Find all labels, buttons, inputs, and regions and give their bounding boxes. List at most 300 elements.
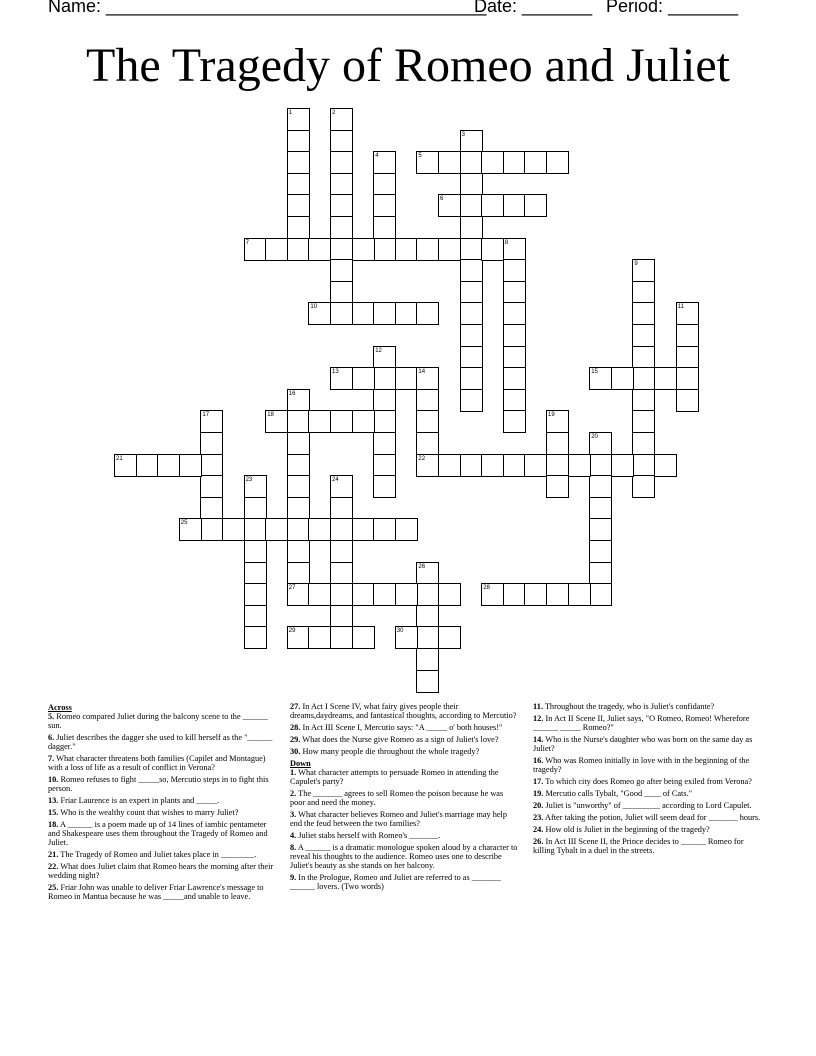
clue-text: How many people die throughout the whole tragedy? bbox=[300, 747, 480, 756]
grid-cell[interactable] bbox=[395, 626, 418, 649]
clue-item bbox=[48, 808, 276, 817]
grid-cell[interactable] bbox=[654, 454, 677, 477]
grid-cell[interactable] bbox=[460, 238, 483, 261]
clue-item bbox=[290, 810, 518, 828]
grid-cell[interactable] bbox=[373, 583, 396, 606]
grid-cell[interactable] bbox=[395, 238, 418, 261]
clue-item bbox=[533, 825, 761, 834]
grid-cell[interactable] bbox=[330, 605, 353, 628]
grid-cell[interactable] bbox=[632, 432, 655, 455]
clue-text: The Tragedy of Romeo and Juliet takes place in ________. bbox=[58, 850, 257, 859]
clue-text: What does Juliet claim that Romeo hears the morning after their wedding night? bbox=[48, 862, 274, 880]
grid-cell[interactable] bbox=[265, 238, 288, 261]
cell-number: 27 bbox=[288, 585, 296, 592]
grid-cell[interactable] bbox=[330, 238, 353, 261]
clue-item bbox=[48, 733, 276, 751]
cell-number: 4 bbox=[375, 153, 379, 160]
cell-number: 6 bbox=[440, 196, 444, 203]
grid-cell[interactable] bbox=[632, 389, 655, 412]
grid-cell[interactable] bbox=[308, 410, 331, 433]
clue-text: Mercutio calls Tybalt, "Good ____ of Cats." bbox=[543, 789, 693, 798]
grid-cell[interactable] bbox=[136, 454, 159, 477]
grid-cell[interactable] bbox=[546, 583, 569, 606]
clue-number: 21. bbox=[48, 850, 59, 859]
grid-cell[interactable] bbox=[352, 410, 375, 433]
grid-cell[interactable] bbox=[632, 324, 655, 347]
grid-cell[interactable] bbox=[244, 238, 267, 261]
grid-cell[interactable] bbox=[524, 194, 547, 217]
grid-cell[interactable] bbox=[287, 518, 310, 541]
grid-cell[interactable] bbox=[330, 562, 353, 585]
grid-cell[interactable] bbox=[287, 173, 310, 196]
grid-cell[interactable] bbox=[546, 151, 569, 174]
clue-item bbox=[48, 796, 276, 805]
clue-text: What character threatens both families (Capilet and Montague) with a loss of life as a result of conflict in Verona? bbox=[48, 754, 266, 772]
grid-cell[interactable] bbox=[438, 238, 461, 261]
grid-cell[interactable] bbox=[352, 626, 375, 649]
grid-cell[interactable] bbox=[244, 497, 267, 520]
grid-cell[interactable] bbox=[632, 454, 655, 477]
grid-cell[interactable] bbox=[676, 346, 699, 369]
grid-cell[interactable] bbox=[373, 454, 396, 477]
grid-cell[interactable] bbox=[330, 367, 353, 390]
grid-cell[interactable] bbox=[330, 130, 353, 153]
grid-cell[interactable] bbox=[244, 540, 267, 563]
grid-cell[interactable] bbox=[330, 410, 353, 433]
grid-cell[interactable] bbox=[330, 302, 353, 325]
cell-number: 1 bbox=[288, 110, 293, 116]
clue-item bbox=[290, 702, 518, 720]
clues-column-2 bbox=[290, 702, 518, 894]
clue-text: Friar John was unable to deliver Friar Lawrence's message to Romeo in Mantua because he was _____and unable to leave. bbox=[48, 883, 264, 901]
grid-cell[interactable] bbox=[416, 302, 439, 325]
grid-cell[interactable] bbox=[373, 173, 396, 196]
grid-cell[interactable] bbox=[287, 130, 310, 153]
grid-cell[interactable] bbox=[330, 626, 353, 649]
clue-text: In Act III Scene II, the Prince decides to ______ Romeo for killing Tybalt in a duel in the streets. bbox=[533, 837, 744, 855]
clue-number: 4. bbox=[290, 831, 297, 840]
cell-number: 28 bbox=[483, 585, 490, 592]
grid-cell[interactable] bbox=[416, 454, 439, 477]
grid-cell[interactable] bbox=[460, 367, 483, 390]
grid-cell[interactable] bbox=[589, 367, 612, 390]
grid-cell[interactable] bbox=[308, 238, 331, 261]
grid-cell[interactable] bbox=[244, 626, 267, 649]
grid-cell[interactable] bbox=[481, 151, 504, 174]
clue-item bbox=[290, 831, 518, 840]
clue-number: 28. bbox=[290, 723, 301, 732]
grid-cell[interactable] bbox=[287, 238, 310, 261]
cell-number: 29 bbox=[288, 628, 296, 635]
grid-cell[interactable] bbox=[416, 410, 439, 433]
grid-cell[interactable] bbox=[589, 562, 612, 585]
grid-cell[interactable] bbox=[416, 648, 439, 671]
grid-cell[interactable] bbox=[632, 410, 655, 433]
grid-cell[interactable] bbox=[287, 540, 310, 563]
clue-item bbox=[48, 862, 276, 880]
grid-cell[interactable] bbox=[416, 583, 439, 606]
grid-cell[interactable] bbox=[460, 259, 483, 282]
across-heading: Across bbox=[48, 703, 72, 712]
grid-cell[interactable] bbox=[503, 281, 526, 304]
clue-number: 27. bbox=[290, 702, 301, 711]
clue-number: 24. bbox=[533, 825, 544, 834]
grid-cell[interactable] bbox=[287, 475, 310, 498]
grid-cell[interactable] bbox=[179, 518, 202, 541]
cell-number: 21 bbox=[116, 455, 123, 462]
clue-text: A ______ is a poem made up of 14 lines of iambic pentameter and Shakespeare uses them throughout the Tragedy of Romeo and Juliet. bbox=[48, 820, 268, 847]
grid-cell[interactable] bbox=[438, 151, 461, 174]
down-heading: Down bbox=[290, 759, 311, 768]
cell-number: 11 bbox=[677, 304, 684, 311]
grid-cell[interactable] bbox=[373, 518, 396, 541]
grid-cell[interactable] bbox=[676, 324, 699, 347]
grid-cell[interactable] bbox=[460, 324, 483, 347]
grid-cell[interactable] bbox=[568, 583, 591, 606]
grid-cell[interactable] bbox=[503, 389, 526, 412]
grid-cell[interactable] bbox=[200, 518, 223, 541]
clue-number: 8. bbox=[290, 843, 297, 852]
grid-cell[interactable] bbox=[589, 497, 612, 520]
grid-cell[interactable] bbox=[244, 562, 267, 585]
grid-cell[interactable] bbox=[179, 454, 202, 477]
grid-cell[interactable] bbox=[200, 410, 223, 433]
grid-cell[interactable] bbox=[373, 238, 396, 261]
grid-cell[interactable] bbox=[546, 432, 569, 455]
grid-cell[interactable] bbox=[524, 151, 547, 174]
grid-cell[interactable] bbox=[416, 605, 439, 628]
cell-number: 19 bbox=[548, 412, 555, 419]
clue-item bbox=[48, 712, 276, 730]
grid-cell[interactable] bbox=[222, 518, 245, 541]
grid-cell[interactable] bbox=[244, 583, 267, 606]
clue-number: 26. bbox=[533, 837, 544, 846]
clue-number: 19. bbox=[533, 789, 544, 798]
clue-item bbox=[48, 883, 276, 901]
cell-number: 22 bbox=[418, 455, 426, 462]
grid-cell[interactable] bbox=[438, 454, 461, 477]
grid-cell[interactable] bbox=[373, 410, 396, 433]
cell-number: 5 bbox=[418, 153, 422, 160]
grid-cell[interactable] bbox=[330, 281, 353, 304]
grid-cell[interactable] bbox=[287, 194, 310, 217]
clue-text: A ______ is a dramatic monologue spoken aloud by a character to reveal his thoughts to the audience. Romeo uses one to describe Juliet's beauty as she stands on her balcony. bbox=[290, 843, 518, 870]
clue-item bbox=[533, 837, 761, 855]
clue-number: 11. bbox=[533, 702, 543, 711]
grid-cell[interactable] bbox=[589, 432, 612, 455]
clue-text: Who is the wealthy count that wishes to marry Juliet? bbox=[58, 808, 239, 817]
grid-cell[interactable] bbox=[330, 518, 353, 541]
clue-text: Throughout the tragedy, who is Juliet's confidante? bbox=[542, 702, 715, 711]
page-title: The Tragedy of Romeo and Juliet bbox=[86, 39, 730, 92]
cell-number: 14 bbox=[418, 369, 426, 376]
clue-text: To which city does Romeo go after being exiled from Verona? bbox=[543, 777, 752, 786]
clue-number: 2. bbox=[290, 789, 297, 798]
grid-cell[interactable] bbox=[308, 302, 331, 325]
grid-cell[interactable] bbox=[114, 454, 137, 477]
grid-cell[interactable] bbox=[308, 626, 331, 649]
grid-cell[interactable] bbox=[416, 670, 439, 693]
grid-cell[interactable] bbox=[460, 389, 483, 412]
grid-cell[interactable] bbox=[503, 367, 526, 390]
grid-cell[interactable] bbox=[460, 130, 483, 153]
clue-number: 23. bbox=[533, 813, 544, 822]
grid-cell[interactable] bbox=[676, 389, 699, 412]
grid-cell[interactable] bbox=[287, 626, 310, 649]
grid-cell[interactable] bbox=[460, 346, 483, 369]
grid-cell[interactable] bbox=[395, 518, 418, 541]
clue-number: 25. bbox=[48, 883, 59, 892]
cell-number: 16 bbox=[288, 390, 296, 397]
grid-cell[interactable] bbox=[503, 324, 526, 347]
grid-cell[interactable] bbox=[568, 454, 591, 477]
grid-cell[interactable] bbox=[373, 367, 396, 390]
date-field: Date: _______ bbox=[474, 0, 593, 16]
clue-item bbox=[290, 747, 518, 756]
clue-item bbox=[290, 768, 518, 786]
clue-number: 5. bbox=[48, 712, 55, 721]
grid-cell[interactable] bbox=[287, 216, 310, 239]
grid-cell[interactable] bbox=[503, 346, 526, 369]
clues-column-1 bbox=[48, 702, 276, 904]
clue-number: 1. bbox=[290, 768, 297, 777]
grid-cell[interactable] bbox=[416, 238, 439, 261]
grid-cell[interactable] bbox=[330, 173, 353, 196]
grid-cell[interactable] bbox=[373, 475, 396, 498]
grid-cell[interactable] bbox=[524, 583, 547, 606]
clue-text: Friar Laurence is an expert in plants and _____. bbox=[58, 796, 220, 805]
grid-cell[interactable] bbox=[287, 583, 310, 606]
grid-cell[interactable] bbox=[460, 281, 483, 304]
grid-cell[interactable] bbox=[481, 194, 504, 217]
grid-cell[interactable] bbox=[287, 151, 310, 174]
grid-cell[interactable] bbox=[503, 302, 526, 325]
grid-cell[interactable] bbox=[632, 281, 655, 304]
grid-cell[interactable] bbox=[503, 151, 526, 174]
grid-cell[interactable] bbox=[373, 216, 396, 239]
clues-column-3 bbox=[533, 702, 761, 858]
grid-cell[interactable] bbox=[287, 562, 310, 585]
grid-cell[interactable] bbox=[438, 583, 461, 606]
grid-cell[interactable] bbox=[632, 346, 655, 369]
clue-item bbox=[533, 735, 761, 753]
grid-cell[interactable] bbox=[460, 194, 483, 217]
clue-number: 15. bbox=[48, 808, 59, 817]
clue-number: 18. bbox=[48, 820, 59, 829]
grid-cell[interactable] bbox=[200, 454, 223, 477]
cell-number: 17 bbox=[202, 412, 210, 419]
grid-cell[interactable] bbox=[200, 432, 223, 455]
grid-cell[interactable] bbox=[589, 540, 612, 563]
grid-cell[interactable] bbox=[330, 475, 353, 498]
clue-number: 17. bbox=[533, 777, 544, 786]
grid-cell[interactable] bbox=[460, 302, 483, 325]
clue-number: 7. bbox=[48, 754, 55, 763]
grid-cell[interactable] bbox=[330, 540, 353, 563]
clue-item bbox=[48, 850, 276, 859]
clue-item bbox=[533, 702, 761, 711]
grid-cell[interactable] bbox=[330, 259, 353, 282]
grid-cell[interactable] bbox=[352, 367, 375, 390]
clue-text: What does the Nurse give Romeo as a sign of Juliet's love? bbox=[300, 735, 499, 744]
grid-cell[interactable] bbox=[460, 173, 483, 196]
grid-cell[interactable] bbox=[287, 454, 310, 477]
cell-number: 3 bbox=[461, 131, 465, 138]
grid-cell[interactable] bbox=[481, 238, 504, 261]
grid-cell[interactable] bbox=[352, 238, 375, 261]
grid-cell[interactable] bbox=[200, 497, 223, 520]
cell-number: 18 bbox=[267, 412, 274, 419]
grid-cell[interactable] bbox=[416, 151, 439, 174]
grid-cell[interactable] bbox=[460, 216, 483, 239]
grid-cell[interactable] bbox=[611, 367, 634, 390]
grid-cell[interactable] bbox=[632, 259, 655, 282]
grid-cell[interactable] bbox=[395, 302, 418, 325]
grid-cell[interactable] bbox=[352, 583, 375, 606]
clue-number: 29. bbox=[290, 735, 301, 744]
grid-cell[interactable] bbox=[330, 151, 353, 174]
clue-item bbox=[48, 820, 276, 847]
grid-cell[interactable] bbox=[373, 302, 396, 325]
clue-item bbox=[533, 801, 761, 810]
grid-cell[interactable] bbox=[632, 367, 655, 390]
grid-cell[interactable] bbox=[244, 605, 267, 628]
grid-cell[interactable] bbox=[373, 346, 396, 369]
clue-text: The _______ agrees to sell Romeo the poison because he was poor and need the money. bbox=[290, 789, 504, 807]
grid-cell[interactable] bbox=[395, 583, 418, 606]
grid-cell[interactable] bbox=[416, 432, 439, 455]
grid-cell[interactable] bbox=[546, 475, 569, 498]
grid-cell[interactable] bbox=[244, 475, 267, 498]
grid-cell[interactable] bbox=[546, 454, 569, 477]
grid-cell[interactable] bbox=[503, 238, 526, 261]
clue-text: Juliet is "unworthy" of _________ according to Lord Capulet. bbox=[543, 801, 752, 810]
grid-cell[interactable] bbox=[654, 367, 677, 390]
grid-cell[interactable] bbox=[373, 389, 396, 412]
grid-cell[interactable] bbox=[395, 367, 418, 390]
clue-item bbox=[533, 777, 761, 786]
cell-number: 25 bbox=[180, 520, 188, 527]
grid-cell[interactable] bbox=[460, 151, 483, 174]
clue-text: Who was Romeo initially in love with in the beginning of the tragedy? bbox=[533, 756, 750, 774]
period-field: Period: _______ bbox=[606, 0, 739, 16]
grid-cell[interactable] bbox=[373, 432, 396, 455]
clue-text: Romeo refuses to fight _____so, Mercutio steps in to fight this person. bbox=[48, 775, 269, 793]
clue-text: Juliet describes the dagger she used to kill herself as the "______ dagger." bbox=[48, 733, 273, 751]
grid-cell[interactable] bbox=[503, 410, 526, 433]
clue-number: 16. bbox=[533, 756, 544, 765]
cell-number: 15 bbox=[591, 369, 598, 376]
grid-cell[interactable] bbox=[676, 302, 699, 325]
clue-item bbox=[533, 789, 761, 798]
clue-text: Who is the Nurse's daughter who was born on the same day as Juliet? bbox=[533, 735, 753, 753]
clue-item bbox=[48, 754, 276, 772]
grid-cell[interactable] bbox=[352, 518, 375, 541]
grid-cell[interactable] bbox=[611, 454, 634, 477]
grid-cell[interactable] bbox=[632, 475, 655, 498]
grid-cell[interactable] bbox=[438, 194, 461, 217]
clue-item bbox=[290, 735, 518, 744]
grid-cell[interactable] bbox=[589, 518, 612, 541]
cell-number: 26 bbox=[418, 563, 426, 570]
grid-cell[interactable] bbox=[481, 583, 504, 606]
grid-cell[interactable] bbox=[438, 626, 461, 649]
grid-cell[interactable] bbox=[330, 108, 353, 131]
cell-number: 24 bbox=[332, 477, 339, 484]
grid-cell[interactable] bbox=[416, 389, 439, 412]
clue-item bbox=[533, 756, 761, 774]
grid-cell[interactable] bbox=[503, 194, 526, 217]
grid-cell[interactable] bbox=[330, 194, 353, 217]
clue-number: 22. bbox=[48, 862, 59, 871]
grid-cell[interactable] bbox=[330, 583, 353, 606]
grid-cell[interactable] bbox=[373, 194, 396, 217]
grid-cell[interactable] bbox=[373, 151, 396, 174]
grid-cell[interactable] bbox=[416, 367, 439, 390]
grid-cell[interactable] bbox=[287, 389, 310, 412]
grid-cell[interactable] bbox=[287, 108, 310, 131]
grid-cell[interactable] bbox=[265, 410, 288, 433]
grid-cell[interactable] bbox=[287, 410, 310, 433]
clue-item bbox=[533, 813, 761, 822]
grid-cell[interactable] bbox=[589, 454, 612, 477]
cell-number: 8 bbox=[504, 239, 509, 246]
grid-cell[interactable] bbox=[589, 583, 612, 606]
grid-cell[interactable] bbox=[244, 518, 267, 541]
clue-text: What character attempts to persuade Romeo in attending the Capulet's party? bbox=[290, 768, 499, 786]
grid-cell[interactable] bbox=[416, 562, 439, 585]
grid-cell[interactable] bbox=[589, 475, 612, 498]
grid-cell[interactable] bbox=[157, 454, 180, 477]
grid-cell[interactable] bbox=[676, 367, 699, 390]
grid-cell[interactable] bbox=[416, 626, 439, 649]
clue-number: 3. bbox=[290, 810, 297, 819]
grid-cell[interactable] bbox=[632, 302, 655, 325]
grid-cell[interactable] bbox=[481, 454, 504, 477]
clue-text: After taking the potion, Juliet will seem dead for _______ hours. bbox=[543, 813, 761, 822]
grid-cell[interactable] bbox=[287, 432, 310, 455]
grid-cell[interactable] bbox=[200, 475, 223, 498]
clue-number: 30. bbox=[290, 747, 301, 756]
grid-cell[interactable] bbox=[503, 583, 526, 606]
cell-number: 10 bbox=[310, 304, 318, 311]
grid-cell[interactable] bbox=[352, 302, 375, 325]
grid-cell[interactable] bbox=[330, 216, 353, 239]
grid-cell[interactable] bbox=[546, 410, 569, 433]
cell-number: 7 bbox=[245, 239, 249, 246]
clue-number: 20. bbox=[533, 801, 544, 810]
clue-item bbox=[48, 775, 276, 793]
grid-cell[interactable] bbox=[460, 454, 483, 477]
cell-number: 2 bbox=[332, 110, 336, 116]
clue-text: What character believes Romeo and Juliet's marriage may help end the feud between the two families? bbox=[290, 810, 507, 828]
grid-cell[interactable] bbox=[330, 497, 353, 520]
clue-number: 6. bbox=[48, 733, 55, 742]
cell-number: 30 bbox=[396, 628, 404, 635]
grid-cell[interactable] bbox=[503, 454, 526, 477]
clue-item bbox=[290, 873, 518, 891]
clue-text: In Act III Scene I, Mercutio says: "A _____ o' both houses!" bbox=[300, 723, 503, 732]
grid-cell[interactable] bbox=[308, 583, 331, 606]
grid-cell[interactable] bbox=[287, 497, 310, 520]
grid-cell[interactable] bbox=[503, 259, 526, 282]
cell-number: 9 bbox=[634, 261, 638, 268]
grid-cell[interactable] bbox=[524, 454, 547, 477]
grid-cell[interactable] bbox=[265, 518, 288, 541]
cell-number: 13 bbox=[332, 369, 339, 376]
grid-cell[interactable] bbox=[308, 518, 331, 541]
clue-number: 14. bbox=[533, 735, 544, 744]
